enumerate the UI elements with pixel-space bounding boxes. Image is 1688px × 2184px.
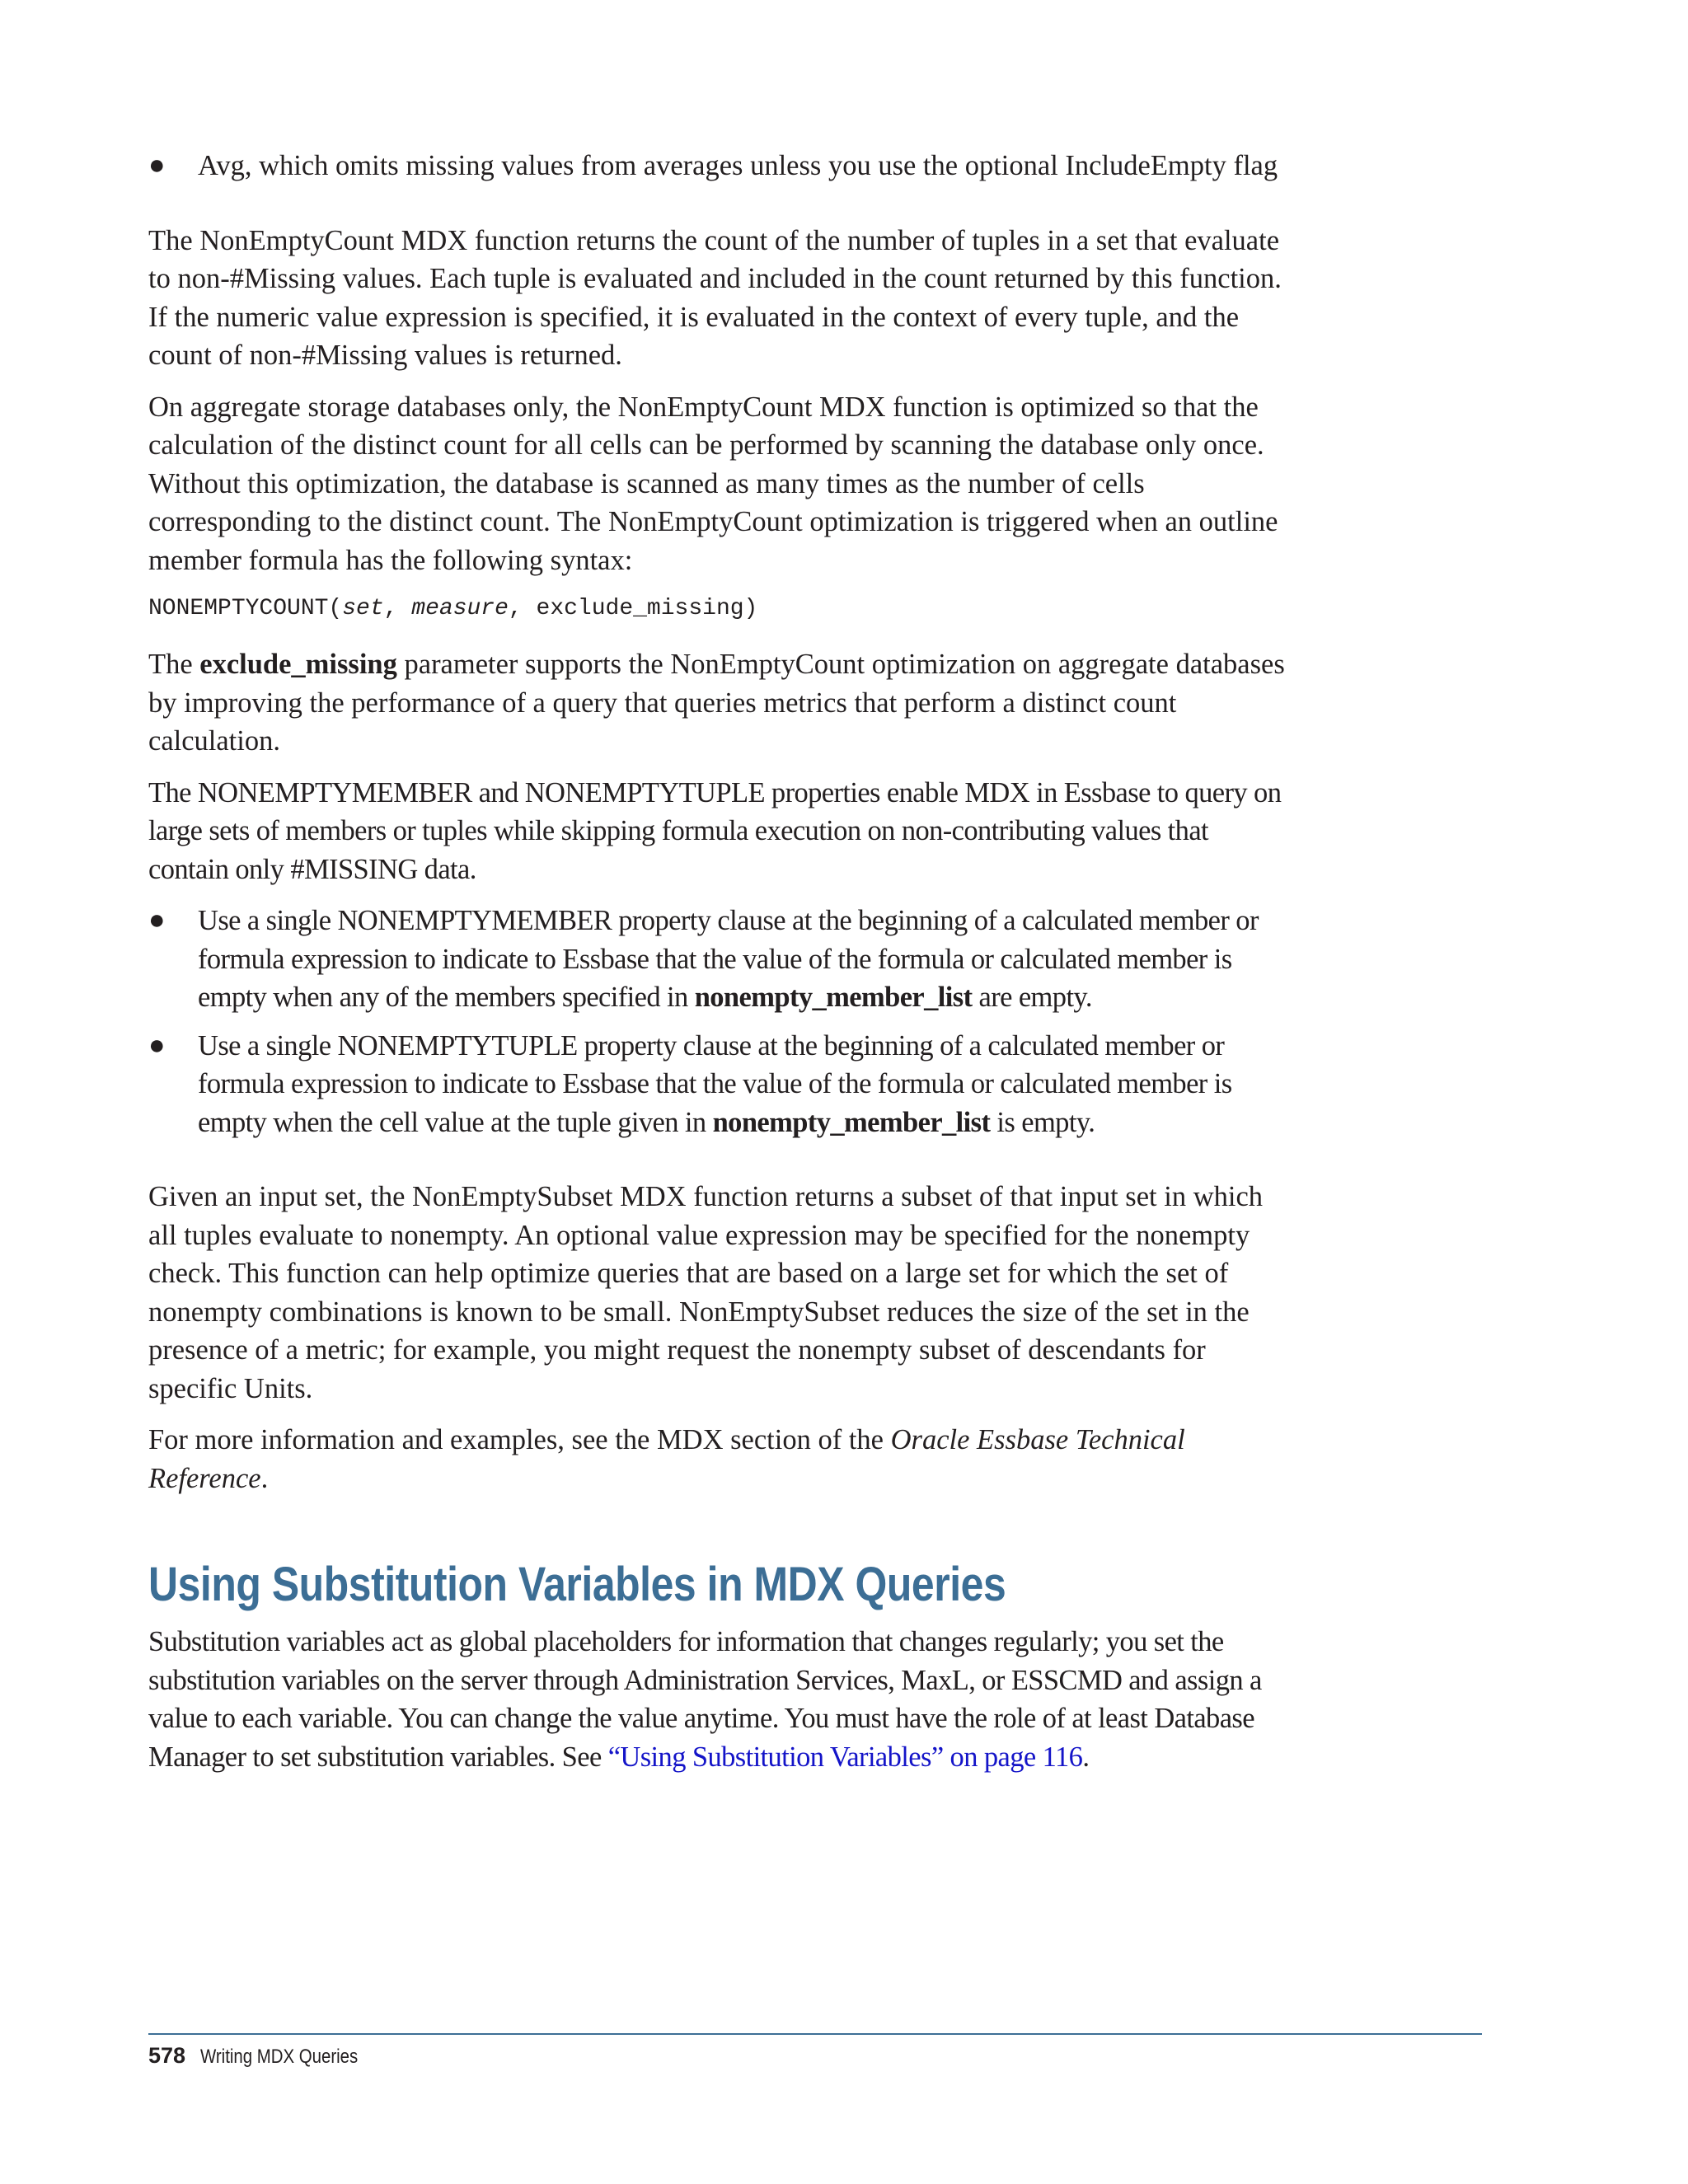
bullet-text: is empty. (990, 1106, 1095, 1138)
code-arg-set: set (342, 596, 384, 621)
chapter-title: Writing MDX Queries (200, 2046, 359, 2068)
bullet-text: are empty. (972, 982, 1092, 1013)
bullet-item-nonemptymember (148, 902, 1294, 1017)
bullet-item-avg (148, 147, 1294, 185)
bullet-icon: ● (148, 905, 165, 935)
bullet-text: Use a single NONEMPTYMEMBER property clause at the beginning of a calculated member or formula expression to indicate to Essbase that the value of the formula or calculated member is empty when any of the members specified in (198, 905, 1259, 1013)
code-function: NONEMPTYCOUNT( (148, 596, 343, 621)
text-span: Substitution variables act as global placeholders for information that changes regularly; you set the substitution variables on the server through Administration Services, MaxL, or ESSCMD and assign a value to each variable. You can change the value anytime. You must have the role of at least Database Manager to set substitution variables. See (148, 1626, 1262, 1773)
paragraph-nonempty-properties: The NONEMPTYMEMBER and NONEMPTYTUPLE properties enable MDX in Essbase to query on large sets of members or tuples while skipping formula execution on non-contributing values that contain only #MISSING data. (148, 776, 1282, 885)
code-separator: , (383, 596, 412, 621)
text-span: . (260, 1462, 269, 1494)
bullet-text: Use a single NONEMPTYTUPLE property clause at the beginning of a calculated member or formula expression to indicate to Essbase that the value of the formula or calculated member is empty when the cell value at the tuple given in (198, 1029, 1232, 1138)
term-nonempty-member-list: nonempty_member_list (712, 1106, 991, 1138)
page-footer (148, 2039, 386, 2074)
bullet-icon: ● (148, 150, 166, 180)
reference-title: Oracle Essbase Technical Reference (148, 1424, 1185, 1494)
paragraph-aggregate-storage: On aggregate storage databases only, the NonEmptyCount MDX function is optimized so that the calculation of the distinct count for all cells can be performed by scanning the database only once. Without this optimization, the database is scanned as many times as the number of cells corresponding to the distinct count. The NonEmptyCount optimization is triggered when an outline member formula has the following syntax: (148, 391, 1278, 576)
bullet-icon: ● (148, 1029, 165, 1061)
bullet-item-nonemptytuple (148, 1027, 1294, 1142)
text-span: . (1082, 1741, 1090, 1773)
text-span: For more information and examples, see the MDX section of the (148, 1424, 891, 1455)
cross-reference-link[interactable]: “Using Substitution Variables” on page 116 (607, 1741, 1083, 1773)
term-nonempty-member-list: nonempty_member_list (694, 982, 973, 1013)
code-syntax (148, 593, 1294, 626)
term-exclude-missing: exclude_missing (199, 649, 397, 680)
code-arg-measure: measure (411, 596, 509, 621)
page-body (148, 147, 1294, 1789)
paragraph-substitution-variables (148, 1623, 1294, 1776)
bullet-text: Avg, which omits missing values from averages unless you use the optional IncludeEmpty flag (198, 150, 1278, 181)
paragraph-more-info (148, 1421, 1294, 1497)
text-span: parameter supports the NonEmptyCount optimization on aggregate databases by improving the performance of a query that queries metrics that perform a distinct count calculation. (148, 649, 1285, 757)
section-heading: Using Substitution Variables in MDX Queries (148, 1558, 1006, 1611)
code-rest: , exclude_missing) (508, 596, 758, 621)
paragraph-exclude-missing (148, 645, 1294, 761)
page-number: 578 (148, 2043, 186, 2068)
text-span: The (148, 649, 200, 680)
footer-divider (148, 2033, 1482, 2035)
paragraph-nonemptysubset: Given an input set, the NonEmptySubset MDX function returns a subset of that input set in which all tuples evaluate to nonempty. An optional value expression may be specified for the nonempty check. This function can help optimize queries that are based on a large set for which the set of nonempty combinations is known to be small. NonEmptySubset reduces the size of the set in the presence of a metric; for example, you might request the nonempty subset of descendants for specific Units. (148, 1181, 1264, 1404)
paragraph-nonemptycount: The NonEmptyCount MDX function returns the count of the number of tuples in a set that evaluate to non-#Missing values. Each tuple is evaluated and included in the count returned by this function. If the numeric value expression is specified, it is evaluated in the context of every tuple, and the count of non-#Missing values is returned. (148, 224, 1282, 371)
